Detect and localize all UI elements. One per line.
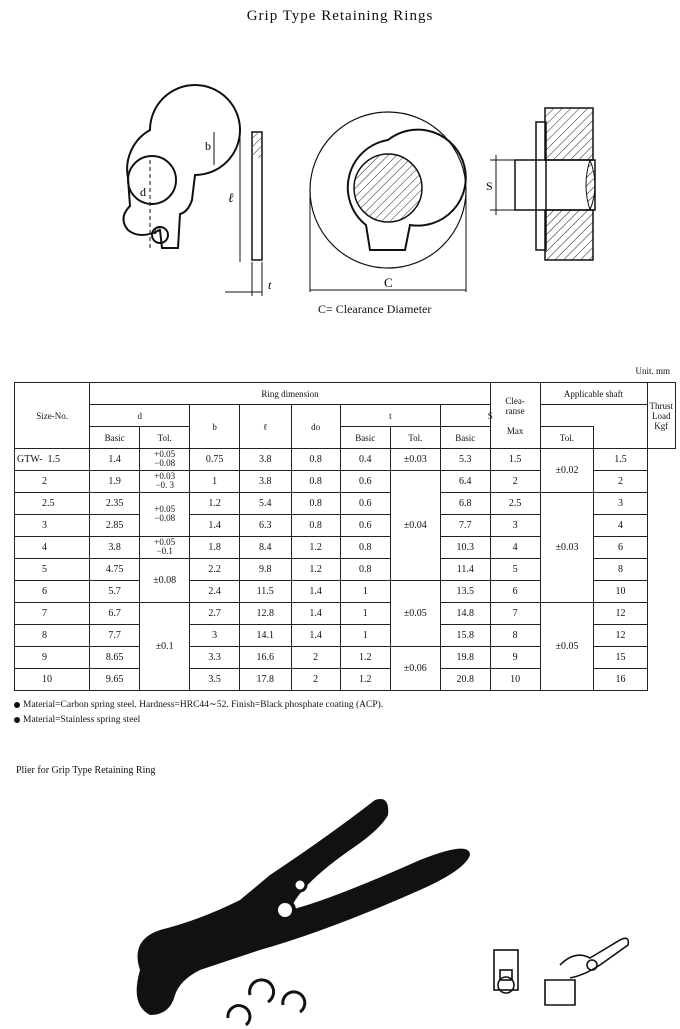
- size-prefix: GTW-: [17, 454, 43, 465]
- load-value: 12: [594, 603, 647, 625]
- do-value: 1.2: [291, 559, 340, 581]
- size-cell: [15, 647, 90, 669]
- t-tol: ±0.06: [390, 647, 440, 691]
- clearance-value: 15.8: [440, 625, 490, 647]
- load-value: 10: [594, 581, 647, 603]
- s-basic: 6: [490, 581, 540, 603]
- s-basic: 9: [490, 647, 540, 669]
- d-tol: ±0.08: [140, 559, 190, 603]
- d-basic: 4.75: [90, 559, 140, 581]
- size-value: 6: [42, 586, 47, 597]
- s-basic: 2: [490, 471, 540, 493]
- size-value: 1.5: [47, 454, 61, 465]
- clearance-max: Max: [506, 425, 524, 436]
- t-basic: 1.2: [340, 647, 390, 669]
- header-ring-dimension: Ring dimension: [90, 383, 490, 405]
- clearance-value: 19.8: [440, 647, 490, 669]
- header-t-tol: Tol.: [390, 427, 440, 449]
- table-row: [15, 603, 676, 625]
- d-tol-upper: +0.05: [154, 504, 176, 514]
- t-basic: 0.6: [340, 493, 390, 515]
- clearance-value: 7.7: [440, 515, 490, 537]
- b-value: 3: [190, 625, 240, 647]
- note-text: Material=Stainless spring steel: [23, 715, 141, 725]
- label-c: C: [384, 275, 393, 290]
- clearance-value: 14.8: [440, 603, 490, 625]
- plier-illustration: [0, 780, 680, 1029]
- unit-label: Unit. mm: [635, 366, 670, 376]
- d-tol: [140, 449, 190, 471]
- thrust-text-1: Thrust: [649, 400, 673, 411]
- clearance-value: 13.5: [440, 581, 490, 603]
- size-cell: [15, 515, 90, 537]
- s-tol: ±0.02: [540, 449, 594, 493]
- s-basic: 4: [490, 537, 540, 559]
- header-row-3: [15, 427, 676, 449]
- t-tol: ±0.04: [390, 471, 440, 581]
- header-d: d: [90, 405, 190, 427]
- d-tol: [140, 471, 190, 493]
- label-l: ℓ: [228, 190, 234, 205]
- header-b: b: [190, 405, 240, 449]
- t-basic: 0.6: [340, 471, 390, 493]
- plier-title: Plier for Grip Type Retaining Ring: [16, 765, 156, 776]
- b-value: 3.5: [190, 669, 240, 691]
- t-basic: 0.8: [340, 559, 390, 581]
- header-s: S: [440, 405, 540, 427]
- do-value: 1.4: [291, 625, 340, 647]
- size-value: 10: [42, 674, 52, 685]
- do-value: 0.8: [291, 493, 340, 515]
- d-tol: [140, 537, 190, 559]
- diagram-caption: C= Clearance Diameter: [318, 302, 432, 316]
- l-value: 14.1: [239, 625, 291, 647]
- label-t: t: [268, 278, 272, 292]
- bullet-icon: [14, 702, 20, 708]
- d-basic: 5.7: [90, 581, 140, 603]
- d-basic: 3.8: [90, 537, 140, 559]
- clearance-value: 5.3: [440, 449, 490, 471]
- l-value: 9.8: [239, 559, 291, 581]
- do-value: 1.2: [291, 537, 340, 559]
- size-cell: [15, 603, 90, 625]
- l-value: 17.8: [239, 669, 291, 691]
- material-notes: [14, 698, 383, 728]
- s-basic: 2.5: [490, 493, 540, 515]
- shaft-assembly-view: [490, 108, 595, 260]
- load-value: 12: [594, 625, 647, 647]
- label-s: S: [486, 179, 493, 193]
- l-value: 12.8: [239, 603, 291, 625]
- size-value: 5: [42, 564, 47, 575]
- header-d-tol: Tol.: [140, 427, 190, 449]
- thrust-text-2: Load: [652, 410, 671, 421]
- size-value: 8: [42, 630, 47, 641]
- d-basic: 6.7: [90, 603, 140, 625]
- thrust-text-3: Kgf: [654, 420, 669, 431]
- d-tol-lower: −0.08: [154, 513, 176, 523]
- label-b: b: [205, 139, 211, 153]
- l-value: 5.4: [239, 493, 291, 515]
- d-basic: 2.35: [90, 493, 140, 515]
- t-basic: 1: [340, 581, 390, 603]
- d-tol-lower: −0.08: [154, 458, 176, 468]
- header-d-basic: Basic: [90, 427, 140, 449]
- plier-usage-sketch: [494, 938, 628, 1005]
- s-tol: ±0.05: [540, 603, 594, 691]
- d-basic: 8.65: [90, 647, 140, 669]
- s-basic: 7: [490, 603, 540, 625]
- clearance-value: 20.8: [440, 669, 490, 691]
- do-value: 0.8: [291, 515, 340, 537]
- header-size: Size-No.: [15, 383, 90, 449]
- d-tol-lower: −0. 3: [155, 480, 174, 490]
- size-cell: [15, 581, 90, 603]
- s-basic: 3: [490, 515, 540, 537]
- t-basic: 0.8: [340, 537, 390, 559]
- d-tol-upper: +0.05: [154, 537, 176, 547]
- d-tol-upper: +0.03: [154, 471, 176, 481]
- size-cell: [15, 669, 90, 691]
- l-value: 11.5: [239, 581, 291, 603]
- size-value: 2.5: [42, 498, 55, 509]
- b-value: 2.7: [190, 603, 240, 625]
- d-basic: 2.85: [90, 515, 140, 537]
- s-basic: 8: [490, 625, 540, 647]
- s-basic: 1.5: [490, 449, 540, 471]
- ring-drawings: [0, 0, 680, 320]
- header-s-basic: Basic: [440, 427, 490, 449]
- header-thrust: [647, 383, 676, 449]
- b-value: 1: [190, 471, 240, 493]
- t-basic: 1.2: [340, 669, 390, 691]
- do-value: 1.4: [291, 581, 340, 603]
- b-value: 1.8: [190, 537, 240, 559]
- clearance-text-2: ranse: [505, 405, 525, 416]
- note-text: Material=Carbon spring steel. Hardness=HRC44∼52. Finish=Black phosphate coating (ACP).: [23, 700, 384, 710]
- t-tol: ±0.05: [390, 581, 440, 647]
- b-value: 3.3: [190, 647, 240, 669]
- t-basic: 1: [340, 625, 390, 647]
- spec-table: [14, 382, 676, 691]
- s-tol: ±0.03: [540, 493, 594, 603]
- size-cell: [15, 537, 90, 559]
- ring-front-view: [123, 85, 240, 248]
- size-cell: [15, 625, 90, 647]
- t-basic: 1: [340, 603, 390, 625]
- do-value: 2: [291, 669, 340, 691]
- l-value: 16.6: [239, 647, 291, 669]
- b-value: 1.4: [190, 515, 240, 537]
- header-shaft: Applicable shaft: [540, 383, 647, 405]
- size-cell: [15, 449, 90, 471]
- do-value: 0.8: [291, 471, 340, 493]
- shaft-section: [354, 154, 422, 222]
- size-value: 2: [42, 476, 47, 487]
- d-basic: 9.65: [90, 669, 140, 691]
- small-rings: [228, 980, 305, 1025]
- b-value: 2.2: [190, 559, 240, 581]
- header-t: t: [340, 405, 440, 427]
- size-cell: [15, 559, 90, 581]
- do-value: 2: [291, 647, 340, 669]
- table-row: [15, 493, 676, 515]
- clearance-text-1: Clea-: [505, 395, 525, 406]
- label-d: d: [140, 185, 146, 199]
- d-tol-upper: +0.05: [154, 449, 176, 459]
- header-row-1: [15, 383, 676, 405]
- size-value: 9: [42, 652, 47, 663]
- table-row: [15, 449, 676, 471]
- size-cell: [15, 493, 90, 515]
- load-value: 2: [594, 471, 647, 493]
- load-value: 3: [594, 493, 647, 515]
- s-basic: 10: [490, 669, 540, 691]
- clearance-value: 6.8: [440, 493, 490, 515]
- header-l: ℓ: [239, 405, 291, 449]
- clearance-value: 10.3: [440, 537, 490, 559]
- d-tol: ±0.1: [140, 603, 190, 691]
- b-value: 0.75: [190, 449, 240, 471]
- l-value: 3.8: [239, 471, 291, 493]
- plier-image: [137, 799, 470, 1015]
- bullet-icon: [14, 717, 20, 723]
- do-value: 1.4: [291, 603, 340, 625]
- t-basic: 0.6: [340, 515, 390, 537]
- d-basic: 1.4: [90, 449, 140, 471]
- d-tol: [140, 493, 190, 537]
- clearance-value: 11.4: [440, 559, 490, 581]
- header-s-tol: Tol.: [540, 427, 594, 449]
- size-cell: [15, 471, 90, 493]
- header-do: do: [291, 405, 340, 449]
- note-carbon: [14, 698, 383, 713]
- load-value: 8: [594, 559, 647, 581]
- load-value: 6: [594, 537, 647, 559]
- label-do: d°: [152, 226, 161, 236]
- do-value: 0.8: [291, 449, 340, 471]
- l-value: 3.8: [239, 449, 291, 471]
- load-value: 16: [594, 669, 647, 691]
- t-tol: ±0.03: [390, 449, 440, 471]
- load-value: 4: [594, 515, 647, 537]
- load-value: 1.5: [594, 449, 647, 471]
- s-basic: 5: [490, 559, 540, 581]
- l-value: 8.4: [239, 537, 291, 559]
- l-value: 6.3: [239, 515, 291, 537]
- header-t-basic: Basic: [340, 427, 390, 449]
- b-value: 2.4: [190, 581, 240, 603]
- load-value: 15: [594, 647, 647, 669]
- size-value: 7: [42, 608, 47, 619]
- note-stainless: [14, 713, 383, 728]
- clearance-value: 6.4: [440, 471, 490, 493]
- d-tol-lower: −0.1: [156, 546, 173, 556]
- d-basic: 1.9: [90, 471, 140, 493]
- t-basic: 0.4: [340, 449, 390, 471]
- page-title: Grip Type Retaining Rings: [246, 8, 434, 24]
- b-value: 1.2: [190, 493, 240, 515]
- size-value: 4: [42, 542, 47, 553]
- size-value: 3: [42, 520, 47, 531]
- d-basic: 7.7: [90, 625, 140, 647]
- header-row-2: [15, 405, 676, 427]
